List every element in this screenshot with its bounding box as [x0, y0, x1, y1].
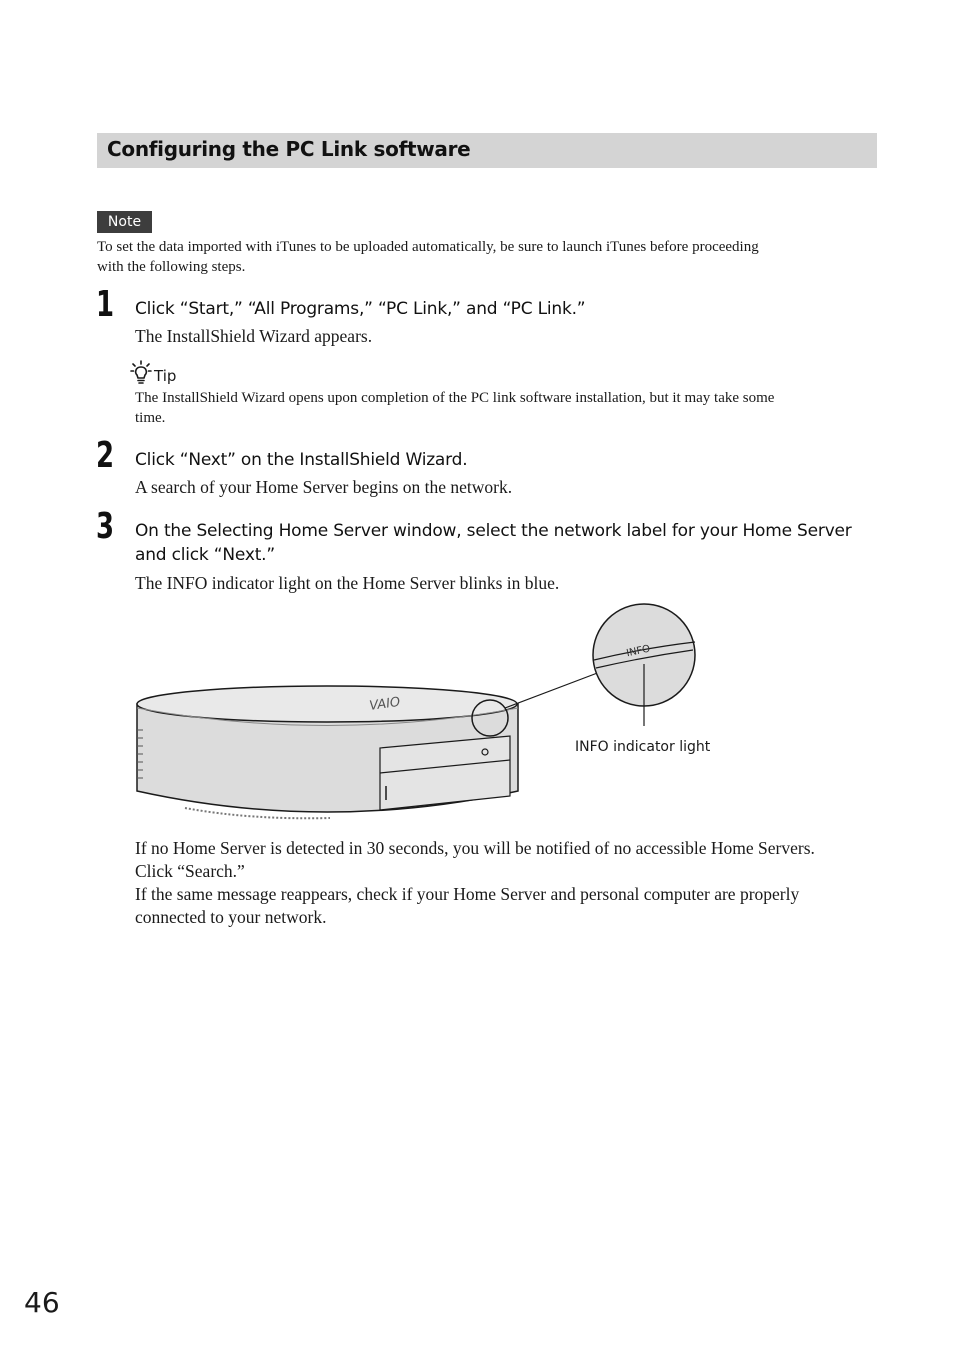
step-1-body: The InstallShield Wizard appears. [135, 326, 373, 346]
footer-line-4: connected to your network. [135, 907, 327, 927]
page-number: 46 [24, 1286, 60, 1319]
step-2-number: 2 [96, 435, 115, 476]
note-text [97, 237, 867, 277]
step-1-number: 1 [96, 284, 115, 325]
footer-line-2: Click “Search.” [135, 861, 245, 881]
after-search-text [135, 837, 880, 929]
step-2-heading: Click “Next” on the InstallShield Wizard. [135, 450, 468, 470]
note-badge: Note [97, 211, 152, 233]
footer-line-1: If no Home Server is detected in 30 seconds, you will be notified of no accessible Home Servers. [135, 838, 815, 858]
step-3-number: 3 [96, 506, 115, 547]
step-2-body: A search of your Home Server begins on the network. [135, 477, 513, 497]
zoom-info-text: INFO [625, 643, 652, 660]
step-3-heading-line-1: On the Selecting Home Server window, select the network label for your Home Server [135, 521, 852, 541]
tip-label: Tip [154, 367, 177, 385]
device-logo: VAIO [368, 694, 402, 714]
step-1-heading: Click “Start,” “All Programs,” “PC Link,” and “PC Link.” [135, 299, 586, 319]
tip-line-1: The InstallShield Wizard opens upon completion of the PC link software installation, but it may take some [135, 390, 775, 406]
step-3-heading [135, 519, 880, 567]
section-title: Configuring the PC Link software [107, 137, 471, 161]
lightbulb-icon [130, 360, 152, 386]
tip-text [135, 388, 875, 428]
home-server-illustration [130, 598, 710, 833]
step-3-heading-line-2: and click “Next.” [135, 545, 275, 565]
tip-line-2: time. [135, 410, 166, 426]
footer-line-3: If the same message reappears, check if your Home Server and personal computer are properly [135, 884, 800, 904]
section-header-bar [97, 133, 877, 168]
info-indicator-light-label: INFO indicator light [575, 739, 711, 755]
step-3-body: The INFO indicator light on the Home Server blinks in blue. [135, 573, 560, 593]
note-line-2: with the following steps. [97, 259, 246, 275]
note-line-1: To set the data imported with iTunes to be uploaded automatically, be sure to launch iTunes before proceeding [97, 239, 759, 255]
